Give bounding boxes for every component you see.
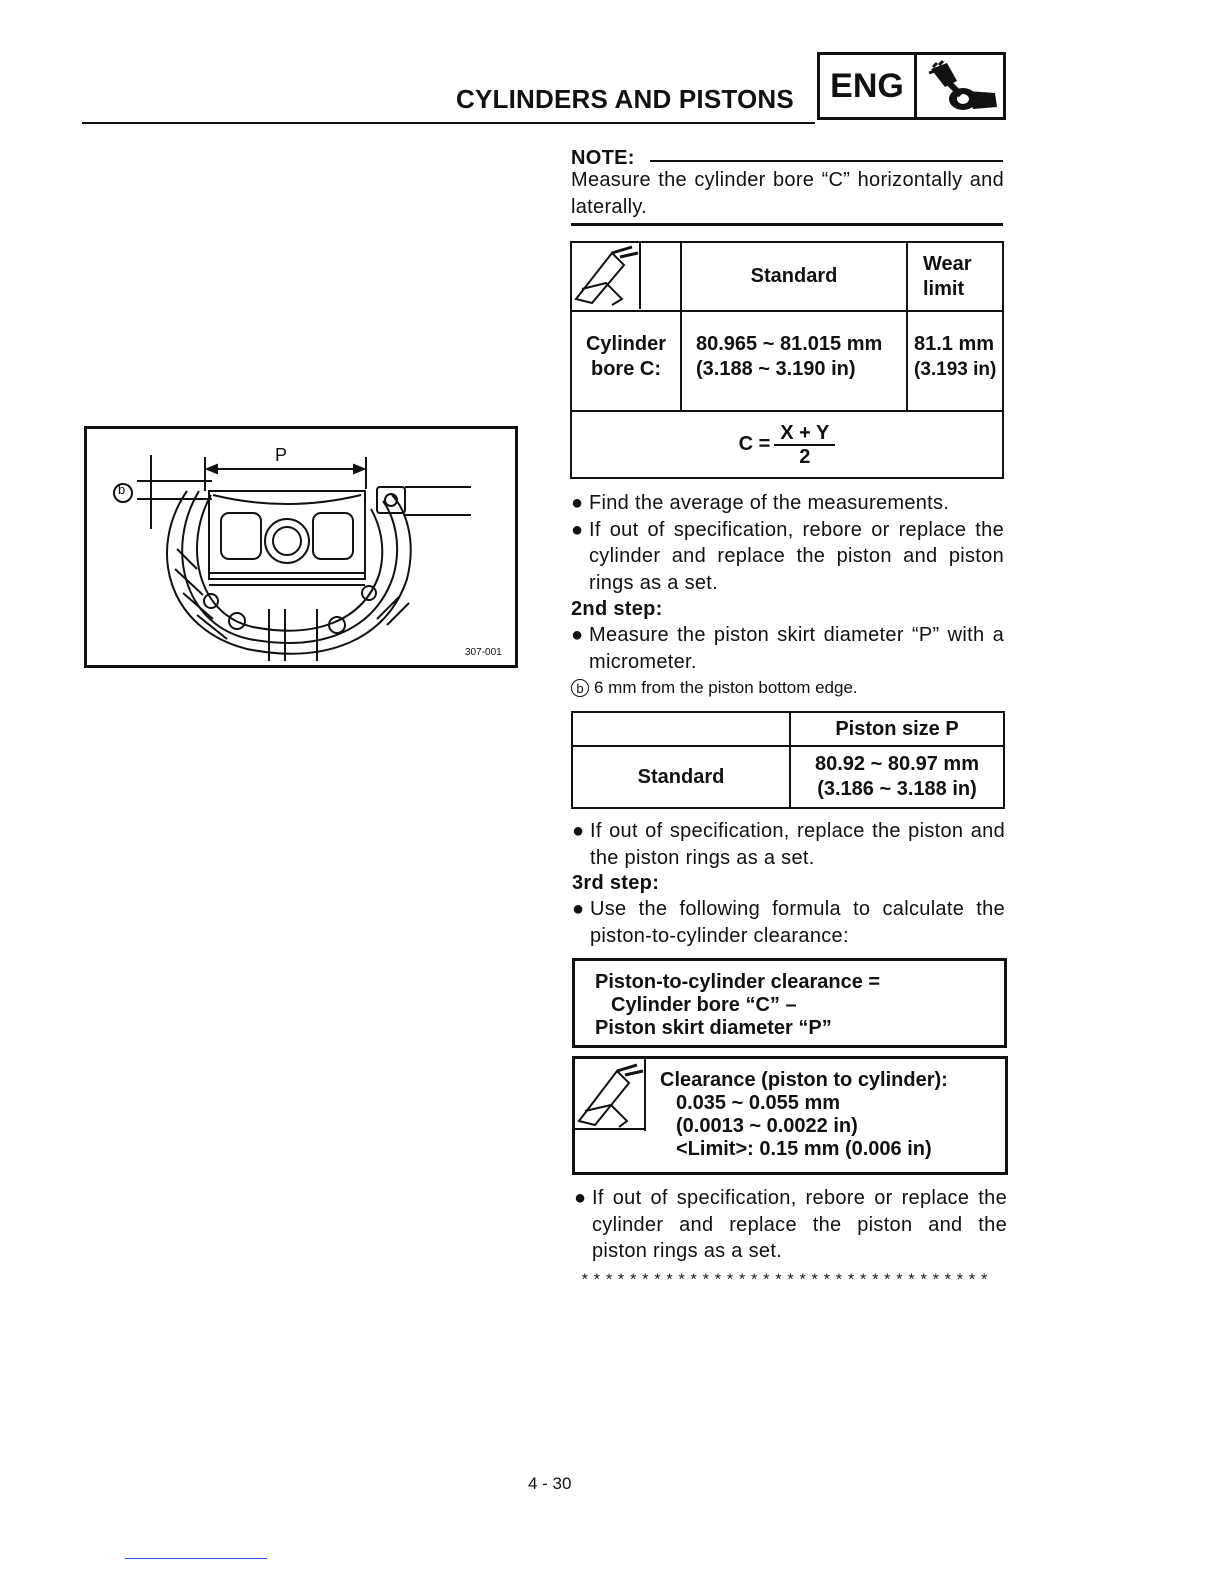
bullet-list-1 <box>571 490 1004 596</box>
bore-col-wear: Wear limit <box>907 242 1003 311</box>
step2-callout <box>571 676 858 700</box>
list-item: ● If out of specification, rebore or replace the cylinder and replace the piston and the piston rings as a set. <box>574 1187 1007 1262</box>
clearance-title: Clearance (piston to cylinder): <box>660 1069 948 1091</box>
list-item: ● Measure the piston skirt diameter “P” with a micrometer. <box>571 624 1004 673</box>
header-rule <box>82 122 815 124</box>
caliper-icon <box>572 243 642 309</box>
bore-wear-in: (3.193 in) <box>914 359 997 380</box>
page-number: 4 - 30 <box>528 1474 572 1493</box>
footer-line <box>125 1558 267 1559</box>
callout-text: 6 mm from the piston bottom edge. <box>594 678 858 697</box>
note-label: NOTE: <box>571 147 635 169</box>
bore-std-mm: 80.965 ~ 81.015 mm <box>696 333 883 355</box>
list-item: ● Use the following formula to calculate the piston-to-cylinder clearance: <box>572 898 1005 947</box>
bore-wear-mm: 81.1 mm <box>914 333 995 355</box>
list-item: ● If out of specification, rebore or replace the cylinder and replace the piston and piston rings as a set. <box>571 518 1004 594</box>
clearance-spec-text <box>660 1069 948 1161</box>
bore-formula <box>571 411 1003 478</box>
formula-numerator: X + Y <box>774 422 835 446</box>
piston-table-blank <box>572 712 790 746</box>
piston-value <box>790 746 1004 808</box>
clearance-limit: <Limit>: 0.15 mm (0.006 in) <box>676 1138 932 1160</box>
clearance-spec-box <box>572 1056 1008 1175</box>
bullet-list-2 <box>572 818 1005 871</box>
bore-std-in: (3.188 ~ 3.190 in) <box>696 358 856 380</box>
formula-denominator: 2 <box>799 445 811 468</box>
wrench-icon <box>917 55 1003 117</box>
piston-size-table <box>571 711 1005 809</box>
note-rule <box>650 160 1003 162</box>
bore-table-icon-cell <box>571 242 681 311</box>
clearance-mm: 0.035 ~ 0.055 mm <box>676 1092 841 1114</box>
formula-line-1: Piston-to-cylinder clearance = <box>595 971 881 993</box>
figure-label-b: b <box>118 482 126 497</box>
formula-line-3: Piston skirt diameter “P” <box>595 1017 832 1039</box>
micrometer-illustration <box>87 429 515 665</box>
section-icon-box <box>914 52 1006 120</box>
step3-bullet <box>572 896 1005 949</box>
note-bottom-rule <box>571 223 1003 226</box>
step2-heading: 2nd step: <box>571 598 663 620</box>
separator-asterisks: ********************************** <box>580 1272 992 1290</box>
piston-table-header: Piston size P <box>790 712 1004 746</box>
bullet-list-3 <box>574 1185 1007 1265</box>
page-title: CYLINDERS AND PISTONS <box>456 84 794 114</box>
step2-bullet <box>571 622 1004 675</box>
list-item: ● If out of specification, replace the piston and the piston rings as a set. <box>572 820 1005 869</box>
section-badge: ENG <box>817 52 917 120</box>
micrometer-figure <box>84 426 518 668</box>
note-text: Measure the cylinder bore “C” horizontally and laterally. <box>571 169 1004 218</box>
bore-standard-value <box>681 311 907 411</box>
piston-value-mm: 80.92 ~ 80.97 mm <box>814 753 979 775</box>
formula-lhs: C = <box>738 433 771 455</box>
clearance-in: (0.0013 ~ 0.0022 in) <box>676 1115 858 1137</box>
step3-heading: 3rd step: <box>572 872 660 894</box>
bore-spec-table <box>570 241 1004 479</box>
bore-wear-value <box>907 311 1003 411</box>
callout-mark: b <box>571 679 589 697</box>
piston-row-label: Standard <box>572 746 790 808</box>
list-item: ● Find the average of the measurements. <box>571 492 950 514</box>
figure-label-p: P <box>275 445 288 465</box>
figure-code: 307-001 <box>465 647 502 658</box>
bore-row-label: Cylinder bore C: <box>571 311 681 411</box>
piston-value-in: (3.186 ~ 3.188 in) <box>817 778 977 800</box>
formula-line-2: Cylinder bore “C” – <box>611 994 797 1016</box>
clearance-formula-box <box>572 958 1007 1048</box>
caliper-icon <box>575 1059 647 1131</box>
bore-col-standard: Standard <box>681 242 907 311</box>
